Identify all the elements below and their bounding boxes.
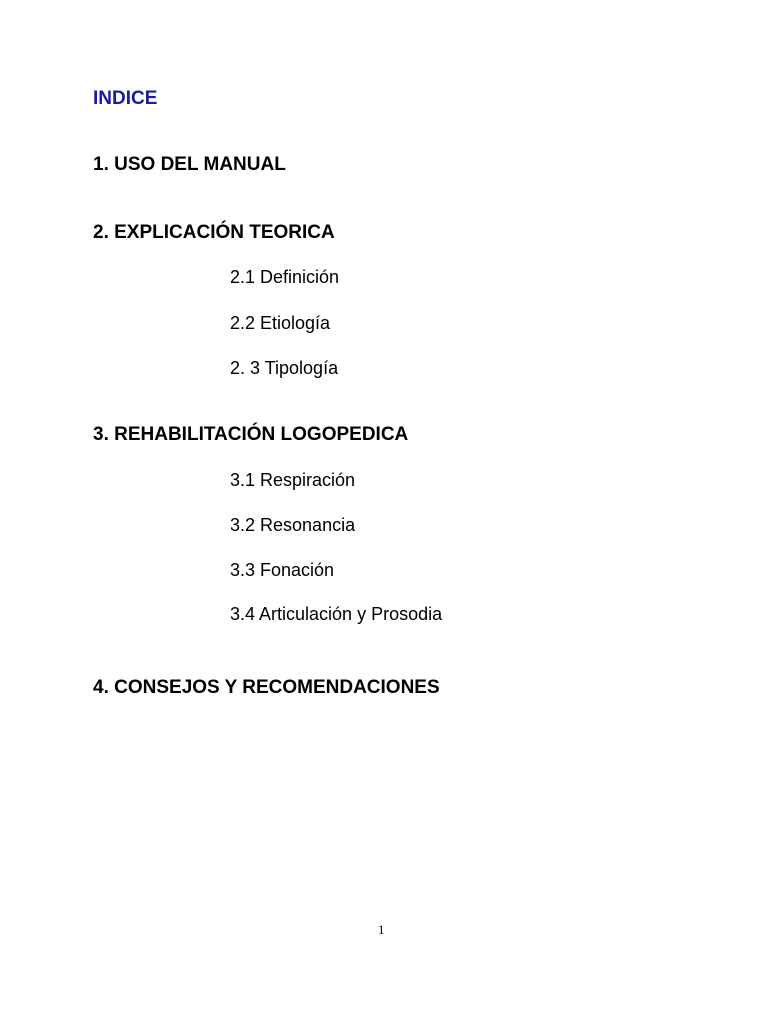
subsection-tipologia: 2. 3 Tipología: [230, 358, 339, 378]
section-heading-consejos-y-recomendaciones: 4. CONSEJOS Y RECOMENDACIONES: [93, 677, 440, 698]
subsection-fonacion: 3.3 Fonación: [230, 560, 335, 580]
page-number: 1: [378, 922, 385, 937]
index-title: INDICE: [93, 88, 158, 109]
subsection-etiologia: 2.2 Etiología: [230, 313, 331, 333]
subsection-respiracion: 3.1 Respiración: [230, 470, 356, 490]
subsection-definicion: 2.1 Definición: [230, 267, 340, 287]
section-heading-rehabilitacion-logopedica: 3. REHABILITACIÓN LOGOPEDICA: [93, 424, 409, 445]
section-heading-uso-del-manual: 1. USO DEL MANUAL: [93, 154, 286, 175]
section-heading-explicacion-teorica: 2. EXPLICACIÓN TEORICA: [93, 222, 335, 243]
subsection-articulacion-y-prosodia: 3.4 Articulación y Prosodia: [230, 604, 443, 624]
subsection-resonancia: 3.2 Resonancia: [230, 515, 356, 535]
